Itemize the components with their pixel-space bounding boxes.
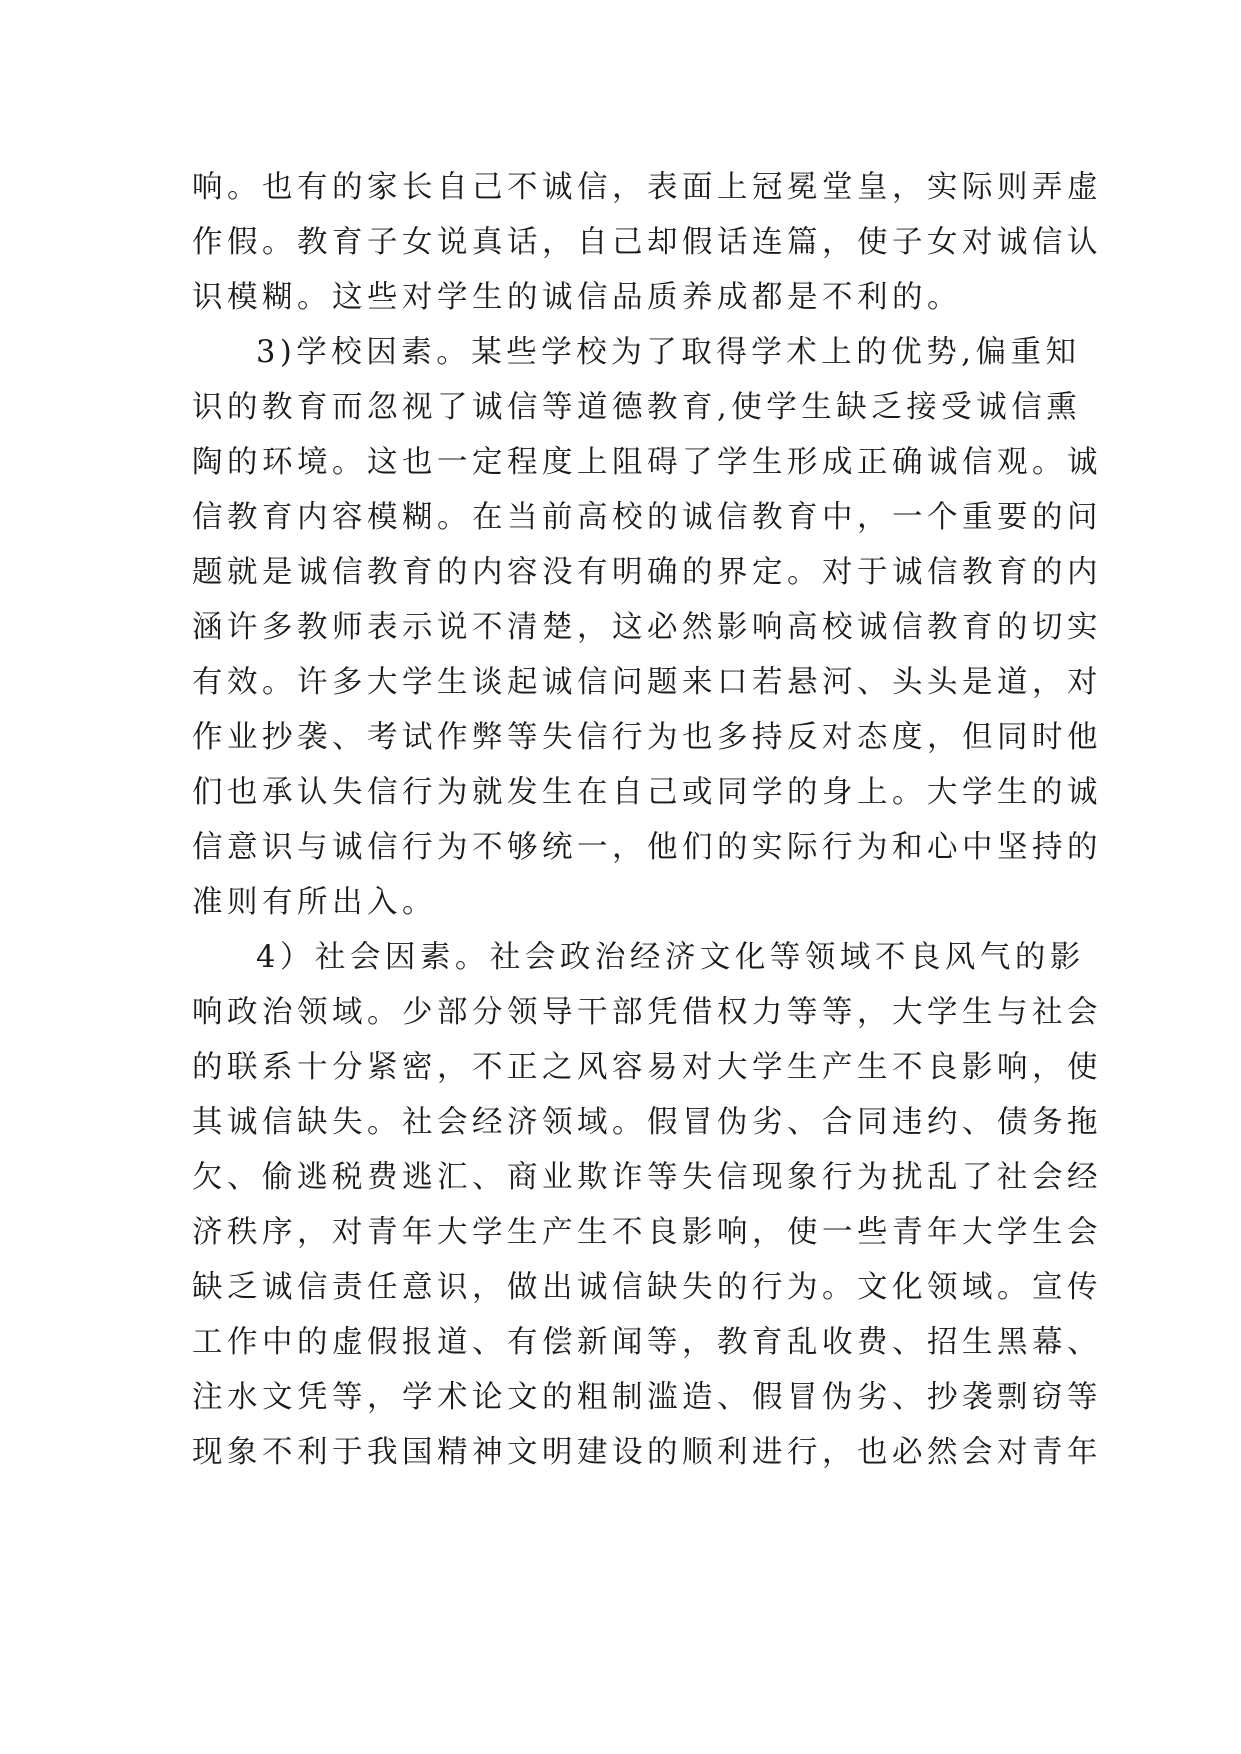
- text-line: 作假。教育子女说真话，自己却假话连篇，使子女对诚信认: [192, 225, 1102, 260]
- text-line: 作业抄袭、考试作弊等失信行为也多持反对态度，但同时他: [192, 720, 1102, 755]
- text-line: 准则有所出入。: [192, 885, 437, 920]
- text-line: 题就是诚信教育的内容没有明确的界定。对于诚信教育的内: [192, 555, 1102, 590]
- text-line: 工作中的虚假报道、有偿新闻等，教育乱收费、招生黑幕、: [192, 1325, 1102, 1360]
- text-line: 响。也有的家长自己不诚信，表面上冠冕堂皇，实际则弄虚: [192, 170, 1102, 205]
- text-line: 陶的环境。这也一定程度上阻碍了学生形成正确诚信观。诚: [192, 445, 1102, 480]
- text-line: 注水文凭等，学术论文的粗制滥造、假冒伪劣、抄袭剽窃等: [192, 1380, 1102, 1415]
- text-line: 有效。许多大学生谈起诚信问题来口若悬河、头头是道，对: [192, 665, 1102, 700]
- text-line: 涵许多教师表示说不清楚，这必然影响高校诚信教育的切实: [192, 610, 1102, 645]
- text-line: 现象不利于我国精神文明建设的顺利进行，也必然会对青年: [192, 1435, 1102, 1470]
- text-line: 信教育内容模糊。在当前高校的诚信教育中，一个重要的问: [192, 500, 1102, 535]
- body-text: [192, 160, 1102, 1480]
- text-line: 识模糊。这些对学生的诚信品质养成都是不利的。: [192, 280, 962, 315]
- text-line: 的联系十分紧密，不正之风容易对大学生产生不良影响，使: [192, 1050, 1102, 1085]
- text-line: 济秩序，对青年大学生产生不良影响，使一些青年大学生会: [192, 1215, 1102, 1250]
- text-line: 们也承认失信行为就发生在自己或同学的身上。大学生的诚: [192, 775, 1102, 810]
- text-line: 缺乏诚信责任意识，做出诚信缺失的行为。文化领域。宣传: [192, 1270, 1102, 1305]
- text-line: 欠、偷逃税费逃汇、商业欺诈等失信现象行为扰乱了社会经: [192, 1160, 1102, 1195]
- text-line: 信意识与诚信行为不够统一，他们的实际行为和心中坚持的: [192, 830, 1102, 865]
- text-line: 响政治领域。少部分领导干部凭借权力等等，大学生与社会: [192, 995, 1102, 1030]
- text-line: 其诚信缺失。社会经济领域。假冒伪劣、合同违约、债务拖: [192, 1105, 1102, 1140]
- text-line: 3)学校因素。某些学校为了取得学术上的优势,偏重知: [256, 335, 1081, 370]
- text-line: 4）社会因素。社会政治经济文化等领域不良风气的影: [256, 940, 1085, 975]
- text-line: 识的教育而忽视了诚信等道德教育,使学生缺乏接受诚信熏: [192, 390, 1082, 425]
